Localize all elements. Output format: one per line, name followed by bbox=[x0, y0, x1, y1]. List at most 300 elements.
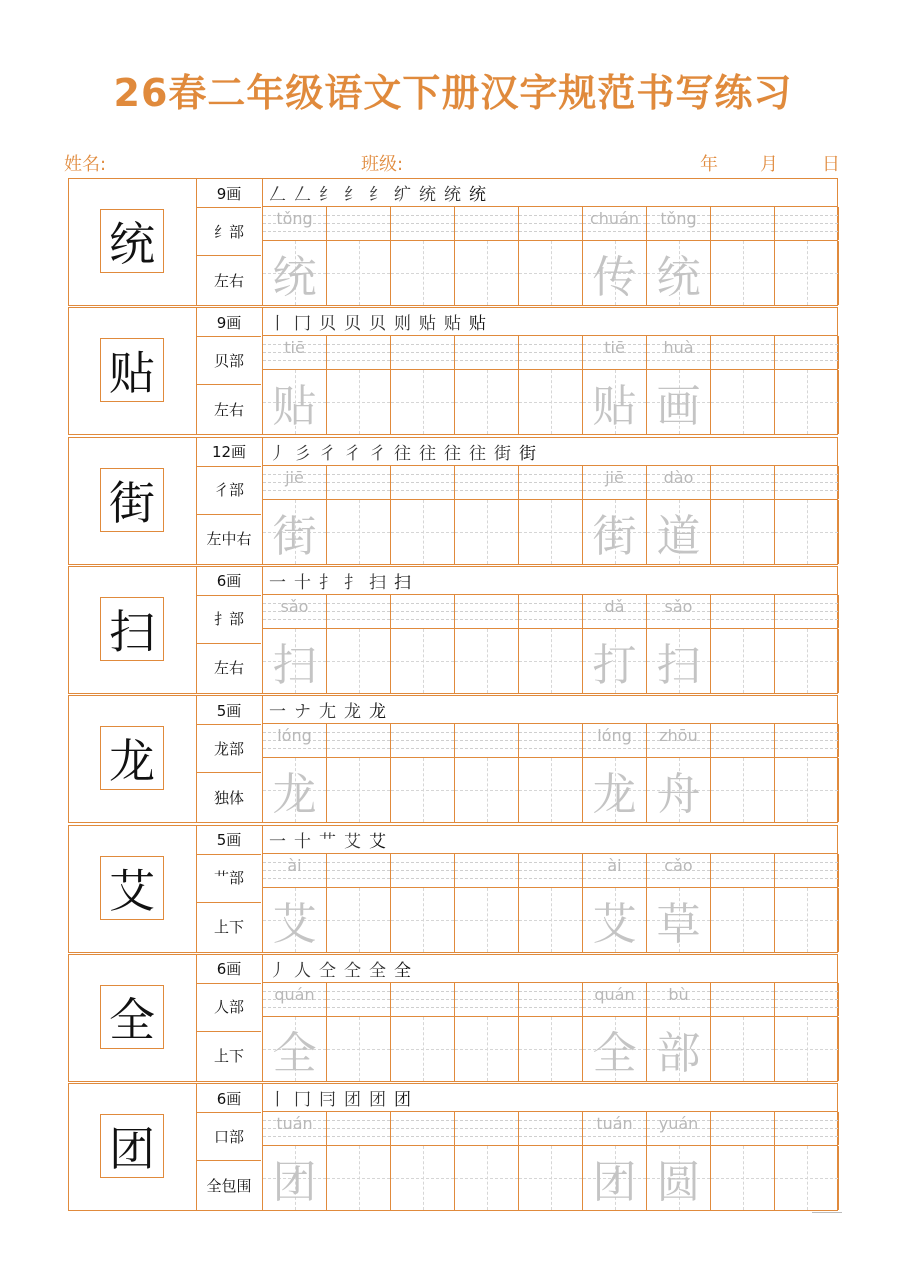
pinyin-cell[interactable] bbox=[775, 1112, 839, 1145]
radical: 彳部 bbox=[197, 466, 261, 515]
structure: 左右 bbox=[213, 659, 244, 678]
pinyin-cell[interactable] bbox=[391, 983, 455, 1016]
pinyin-cell[interactable] bbox=[647, 595, 711, 628]
trace-char: 贴 bbox=[272, 381, 317, 433]
page-title: 26春二年级语文下册汉字规范书写练习 bbox=[113, 71, 793, 115]
pinyin-cell[interactable] bbox=[775, 466, 839, 499]
practice-area bbox=[263, 179, 837, 305]
pinyin-text: tǒng bbox=[276, 209, 313, 228]
writing-cell[interactable] bbox=[647, 500, 711, 564]
writing-cell[interactable] bbox=[327, 500, 391, 564]
pinyin-cell[interactable] bbox=[647, 1112, 711, 1145]
pinyin-cell[interactable] bbox=[519, 854, 583, 887]
pinyin-cell[interactable] bbox=[263, 854, 327, 887]
pinyin-cell[interactable] bbox=[647, 724, 711, 757]
pinyin-text: zhōu bbox=[659, 726, 698, 746]
pinyin-row bbox=[263, 595, 837, 629]
stroke-step: 全 bbox=[394, 960, 411, 981]
year-label: 年 bbox=[700, 154, 718, 175]
model-char: 龙 bbox=[100, 726, 164, 790]
pinyin-cell[interactable] bbox=[263, 336, 327, 369]
pinyin-cell[interactable] bbox=[263, 207, 327, 240]
stroke-count: 9画 bbox=[197, 179, 261, 208]
pinyin-text: lóng bbox=[597, 726, 632, 746]
writing-cell[interactable] bbox=[263, 888, 327, 952]
stroke-step: ナ bbox=[294, 702, 311, 723]
stroke-count: 5画 bbox=[197, 696, 261, 725]
writing-cell[interactable] bbox=[455, 1146, 519, 1210]
trace-char: 团 bbox=[272, 1157, 317, 1209]
model-char: 扫 bbox=[100, 597, 164, 661]
pinyin-cell[interactable] bbox=[711, 466, 775, 499]
writing-cell[interactable] bbox=[455, 1017, 519, 1081]
stroke-step: 尢 bbox=[319, 702, 336, 723]
char-info bbox=[197, 1084, 263, 1210]
pinyin-text: sǎo bbox=[280, 596, 309, 616]
model-char: 艾 bbox=[100, 856, 164, 920]
writing-cell[interactable] bbox=[647, 241, 711, 305]
char-block bbox=[68, 178, 838, 306]
writing-cell[interactable] bbox=[775, 1146, 839, 1210]
writing-cell[interactable] bbox=[647, 1017, 711, 1081]
writing-cell[interactable] bbox=[583, 500, 647, 564]
pinyin-text: sǎo bbox=[664, 596, 693, 616]
pinyin-cell[interactable] bbox=[263, 724, 327, 757]
writing-cell[interactable] bbox=[775, 241, 839, 305]
model-cell bbox=[69, 567, 197, 693]
stroke-step: 冂 bbox=[294, 1090, 311, 1111]
pinyin-cell[interactable] bbox=[583, 466, 647, 499]
model-cell bbox=[69, 1084, 197, 1210]
writing-cell[interactable] bbox=[519, 888, 583, 952]
practice-area bbox=[263, 696, 837, 822]
pinyin-cell[interactable] bbox=[583, 854, 647, 887]
char-block bbox=[68, 1083, 838, 1211]
month-label: 月 bbox=[760, 154, 778, 175]
trace-char: 打 bbox=[592, 639, 637, 691]
pinyin-cell[interactable] bbox=[711, 983, 775, 1016]
pinyin-cell[interactable] bbox=[775, 207, 839, 240]
pinyin-cell[interactable] bbox=[327, 983, 391, 1016]
practice-area bbox=[263, 438, 837, 564]
writing-cell[interactable] bbox=[711, 888, 775, 952]
pinyin-cell[interactable] bbox=[263, 983, 327, 1016]
trace-char: 贴 bbox=[592, 381, 637, 433]
practice-area bbox=[263, 567, 837, 693]
pinyin-cell[interactable] bbox=[583, 1112, 647, 1145]
page-mark bbox=[812, 1212, 842, 1213]
pinyin-cell[interactable] bbox=[775, 595, 839, 628]
writing-cell[interactable] bbox=[583, 241, 647, 305]
practice-area bbox=[263, 1084, 837, 1210]
pinyin-cell[interactable] bbox=[455, 1112, 519, 1145]
writing-cell[interactable] bbox=[455, 241, 519, 305]
writing-cell[interactable] bbox=[519, 1146, 583, 1210]
stroke-step: 冂 bbox=[294, 314, 311, 335]
pinyin-text: ài bbox=[287, 855, 302, 875]
stroke-step: 扫 bbox=[369, 572, 386, 593]
pinyin-cell[interactable] bbox=[775, 854, 839, 887]
stroke-step: 仝 bbox=[319, 960, 336, 981]
writing-cell[interactable] bbox=[647, 888, 711, 952]
char-info bbox=[197, 826, 263, 952]
writing-cell[interactable] bbox=[263, 500, 327, 564]
trace-char: 草 bbox=[656, 898, 701, 950]
writing-cell[interactable] bbox=[263, 1146, 327, 1210]
char-info bbox=[197, 438, 263, 564]
stroke-step: 丿 bbox=[269, 443, 286, 464]
pinyin-cell[interactable] bbox=[327, 1112, 391, 1145]
char-info bbox=[197, 308, 263, 434]
pinyin-row bbox=[263, 336, 837, 370]
model-cell bbox=[69, 826, 197, 952]
char-info bbox=[197, 955, 263, 1081]
pinyin-row bbox=[263, 466, 837, 500]
pinyin-cell[interactable] bbox=[711, 336, 775, 369]
char-block bbox=[68, 437, 838, 565]
stroke-step: 冃 bbox=[319, 1090, 336, 1111]
writing-cell[interactable] bbox=[455, 888, 519, 952]
stroke-step: 扌 bbox=[319, 572, 336, 593]
pinyin-cell[interactable] bbox=[455, 207, 519, 240]
pinyin-text: tuán bbox=[276, 1114, 313, 1134]
writing-cell[interactable] bbox=[775, 888, 839, 952]
writing-cell[interactable] bbox=[455, 758, 519, 822]
stroke-order bbox=[263, 1084, 837, 1112]
writing-cell[interactable] bbox=[327, 370, 391, 434]
pinyin-cell[interactable] bbox=[775, 724, 839, 757]
stroke-step: 艹 bbox=[319, 831, 336, 852]
writing-cell[interactable] bbox=[455, 629, 519, 693]
model-char: 街 bbox=[100, 468, 164, 532]
writing-cell[interactable] bbox=[327, 241, 391, 305]
writing-cell[interactable] bbox=[327, 1017, 391, 1081]
writing-cell[interactable] bbox=[647, 758, 711, 822]
writing-cell[interactable] bbox=[327, 1146, 391, 1210]
pinyin-cell[interactable] bbox=[519, 336, 583, 369]
pinyin-cell[interactable] bbox=[519, 595, 583, 628]
pinyin-cell[interactable] bbox=[519, 724, 583, 757]
pinyin-cell[interactable] bbox=[711, 1112, 775, 1145]
stroke-order bbox=[263, 696, 837, 724]
stroke-step: 一 bbox=[269, 702, 286, 723]
radical: 龙部 bbox=[197, 724, 261, 773]
writing-cell[interactable] bbox=[519, 1017, 583, 1081]
writing-cell[interactable] bbox=[583, 1146, 647, 1210]
stroke-step: 彡 bbox=[294, 443, 311, 464]
pinyin-cell[interactable] bbox=[519, 466, 583, 499]
writing-cell[interactable] bbox=[263, 1017, 327, 1081]
char-block bbox=[68, 825, 838, 953]
writing-cell[interactable] bbox=[391, 370, 455, 434]
pinyin-cell[interactable] bbox=[455, 854, 519, 887]
writing-cell[interactable] bbox=[327, 629, 391, 693]
pinyin-text: jiē bbox=[605, 467, 624, 487]
writing-cell[interactable] bbox=[263, 241, 327, 305]
char-block bbox=[68, 566, 838, 694]
pinyin-cell[interactable] bbox=[711, 854, 775, 887]
trace-char: 圆 bbox=[656, 1157, 701, 1209]
trace-char: 艾 bbox=[272, 898, 317, 950]
pinyin-cell[interactable] bbox=[263, 466, 327, 499]
stroke-step: 艾 bbox=[369, 831, 386, 852]
writing-row bbox=[263, 241, 837, 305]
pinyin-cell[interactable] bbox=[775, 983, 839, 1016]
char-info bbox=[197, 696, 263, 822]
stroke-step: 贝 bbox=[319, 314, 336, 335]
writing-cell[interactable] bbox=[711, 241, 775, 305]
writing-cell[interactable] bbox=[775, 758, 839, 822]
char-block bbox=[68, 695, 838, 823]
pinyin-text: tuán bbox=[596, 1114, 633, 1134]
trace-char: 街 bbox=[592, 510, 637, 562]
pinyin-cell[interactable] bbox=[391, 595, 455, 628]
writing-cell[interactable] bbox=[519, 629, 583, 693]
writing-cell[interactable] bbox=[775, 629, 839, 693]
pinyin-text: yuán bbox=[658, 1114, 699, 1134]
writing-cell[interactable] bbox=[647, 370, 711, 434]
pinyin-cell[interactable] bbox=[519, 983, 583, 1016]
stroke-step: 丨 bbox=[269, 1090, 286, 1111]
stroke-step: 则 bbox=[394, 314, 411, 335]
pinyin-cell[interactable] bbox=[647, 207, 711, 240]
pinyin-cell[interactable] bbox=[327, 207, 391, 240]
writing-row bbox=[263, 1146, 837, 1210]
writing-cell[interactable] bbox=[391, 241, 455, 305]
trace-char: 龙 bbox=[272, 769, 317, 821]
stroke-order bbox=[263, 308, 837, 336]
model-char: 统 bbox=[100, 209, 164, 273]
writing-row bbox=[263, 629, 837, 693]
pinyin-text: tǒng bbox=[660, 209, 697, 228]
pinyin-cell[interactable] bbox=[455, 724, 519, 757]
trace-char: 扫 bbox=[656, 639, 701, 691]
writing-cell[interactable] bbox=[391, 629, 455, 693]
writing-cell[interactable] bbox=[519, 500, 583, 564]
writing-cell[interactable] bbox=[775, 500, 839, 564]
stroke-step: 艾 bbox=[344, 831, 361, 852]
pinyin-cell[interactable] bbox=[391, 724, 455, 757]
structure: 上下 bbox=[213, 1047, 244, 1066]
writing-cell[interactable] bbox=[519, 241, 583, 305]
writing-cell[interactable] bbox=[647, 629, 711, 693]
stroke-count: 6画 bbox=[197, 1084, 261, 1113]
pinyin-cell[interactable] bbox=[263, 1112, 327, 1145]
stroke-step: 往 bbox=[469, 443, 486, 464]
pinyin-cell[interactable] bbox=[391, 336, 455, 369]
stroke-step: 扫 bbox=[394, 572, 411, 593]
writing-cell[interactable] bbox=[711, 629, 775, 693]
pinyin-row bbox=[263, 1112, 837, 1146]
stroke-step: 往 bbox=[394, 443, 411, 464]
writing-cell[interactable] bbox=[391, 1146, 455, 1210]
stroke-count: 6画 bbox=[197, 567, 261, 596]
stroke-step: 纟 bbox=[319, 185, 336, 205]
pinyin-cell[interactable] bbox=[775, 336, 839, 369]
pinyin-cell[interactable] bbox=[647, 854, 711, 887]
pinyin-cell[interactable] bbox=[519, 1112, 583, 1145]
trace-char: 画 bbox=[656, 381, 701, 433]
stroke-step: 龙 bbox=[369, 702, 386, 723]
practice-area bbox=[263, 826, 837, 952]
pinyin-text: chuán bbox=[589, 209, 640, 228]
pinyin-row bbox=[263, 724, 837, 758]
trace-char: 道 bbox=[656, 510, 701, 562]
pinyin-row bbox=[263, 207, 837, 241]
stroke-step: 统 bbox=[444, 185, 461, 205]
pinyin-text: tiē bbox=[604, 338, 625, 358]
writing-cell[interactable] bbox=[583, 888, 647, 952]
pinyin-cell[interactable] bbox=[647, 336, 711, 369]
pinyin-row bbox=[263, 854, 837, 888]
pinyin-cell[interactable] bbox=[391, 466, 455, 499]
writing-cell[interactable] bbox=[711, 1017, 775, 1081]
pinyin-cell[interactable] bbox=[711, 207, 775, 240]
writing-cell[interactable] bbox=[391, 1017, 455, 1081]
pinyin-text: quán bbox=[594, 984, 635, 1004]
stroke-step: 纟 bbox=[369, 185, 386, 205]
model-cell bbox=[69, 955, 197, 1081]
stroke-step: 人 bbox=[294, 960, 311, 981]
pinyin-text: quán bbox=[274, 984, 315, 1004]
trace-char: 艾 bbox=[592, 898, 637, 950]
trace-char: 统 bbox=[656, 252, 701, 303]
writing-cell[interactable] bbox=[263, 758, 327, 822]
writing-cell[interactable] bbox=[583, 370, 647, 434]
stroke-step: 龙 bbox=[344, 702, 361, 723]
pinyin-cell[interactable] bbox=[647, 466, 711, 499]
pinyin-text: ài bbox=[607, 855, 622, 875]
pinyin-cell[interactable] bbox=[327, 466, 391, 499]
char-block bbox=[68, 954, 838, 1082]
writing-cell[interactable] bbox=[583, 758, 647, 822]
trace-char: 团 bbox=[592, 1157, 637, 1209]
pinyin-cell[interactable] bbox=[583, 207, 647, 240]
char-block bbox=[68, 307, 838, 435]
writing-cell[interactable] bbox=[391, 888, 455, 952]
pinyin-cell[interactable] bbox=[455, 466, 519, 499]
pinyin-cell[interactable] bbox=[455, 595, 519, 628]
writing-cell[interactable] bbox=[455, 370, 519, 434]
pinyin-text: jiē bbox=[285, 467, 304, 487]
stroke-step: 𠃋 bbox=[269, 185, 286, 205]
writing-row bbox=[263, 758, 837, 822]
stroke-step: 贝 bbox=[369, 314, 386, 335]
trace-char: 街 bbox=[272, 510, 317, 562]
pinyin-cell[interactable] bbox=[583, 595, 647, 628]
stroke-step: 扌 bbox=[344, 572, 361, 593]
stroke-step: 街 bbox=[519, 443, 536, 464]
writing-row bbox=[263, 370, 837, 434]
pinyin-cell[interactable] bbox=[647, 983, 711, 1016]
writing-cell[interactable] bbox=[647, 1146, 711, 1210]
pinyin-text: huà bbox=[663, 338, 694, 358]
stroke-step: 统 bbox=[469, 185, 486, 205]
name-label: 姓名: bbox=[64, 154, 107, 175]
writing-cell[interactable] bbox=[711, 758, 775, 822]
stroke-step: 街 bbox=[494, 443, 511, 464]
pinyin-cell[interactable] bbox=[263, 595, 327, 628]
trace-char: 龙 bbox=[592, 769, 637, 821]
writing-cell[interactable] bbox=[583, 1017, 647, 1081]
pinyin-cell[interactable] bbox=[391, 207, 455, 240]
radical: 扌部 bbox=[197, 595, 261, 644]
stroke-step: 团 bbox=[394, 1090, 411, 1111]
pinyin-cell[interactable] bbox=[327, 724, 391, 757]
stroke-count: 6画 bbox=[197, 955, 261, 984]
trace-char: 传 bbox=[592, 252, 637, 303]
structure: 左中右 bbox=[206, 530, 252, 549]
writing-cell[interactable] bbox=[327, 888, 391, 952]
structure: 独体 bbox=[213, 788, 244, 807]
model-cell bbox=[69, 179, 197, 305]
trace-char: 统 bbox=[272, 252, 317, 303]
pinyin-cell[interactable] bbox=[455, 983, 519, 1016]
stroke-step: 贴 bbox=[444, 314, 461, 335]
writing-cell[interactable] bbox=[711, 500, 775, 564]
stroke-order bbox=[263, 955, 837, 983]
pinyin-row bbox=[263, 983, 837, 1017]
pinyin-cell[interactable] bbox=[327, 595, 391, 628]
pinyin-cell[interactable] bbox=[327, 336, 391, 369]
pinyin-text: cǎo bbox=[664, 855, 693, 875]
stroke-step: 丿 bbox=[269, 960, 286, 981]
model-cell bbox=[69, 696, 197, 822]
stroke-order bbox=[263, 438, 837, 466]
writing-cell[interactable] bbox=[711, 1146, 775, 1210]
writing-cell[interactable] bbox=[711, 370, 775, 434]
writing-cell[interactable] bbox=[455, 500, 519, 564]
radical: 纟部 bbox=[197, 207, 261, 256]
stroke-step: 贴 bbox=[419, 314, 436, 335]
pinyin-text: tiē bbox=[284, 338, 305, 358]
writing-cell[interactable] bbox=[263, 370, 327, 434]
writing-cell[interactable] bbox=[583, 629, 647, 693]
trace-char: 全 bbox=[592, 1027, 637, 1079]
pinyin-cell[interactable] bbox=[583, 724, 647, 757]
char-info bbox=[197, 179, 263, 305]
stroke-count: 9画 bbox=[197, 308, 261, 337]
writing-cell[interactable] bbox=[391, 500, 455, 564]
writing-cell[interactable] bbox=[775, 370, 839, 434]
pinyin-text: lóng bbox=[277, 726, 312, 746]
pinyin-cell[interactable] bbox=[327, 854, 391, 887]
stroke-step: 仝 bbox=[344, 960, 361, 981]
stroke-order bbox=[263, 179, 837, 207]
writing-cell[interactable] bbox=[391, 758, 455, 822]
writing-cell[interactable] bbox=[263, 629, 327, 693]
pinyin-cell[interactable] bbox=[711, 724, 775, 757]
stroke-count: 5画 bbox=[197, 826, 261, 855]
writing-cell[interactable] bbox=[519, 758, 583, 822]
stroke-step: 丨 bbox=[269, 314, 286, 335]
model-char: 全 bbox=[100, 985, 164, 1049]
pinyin-cell[interactable] bbox=[391, 1112, 455, 1145]
trace-char: 部 bbox=[656, 1027, 701, 1079]
model-char: 贴 bbox=[100, 338, 164, 402]
stroke-step: 团 bbox=[369, 1090, 386, 1111]
pinyin-cell[interactable] bbox=[583, 336, 647, 369]
writing-cell[interactable] bbox=[775, 1017, 839, 1081]
writing-cell[interactable] bbox=[327, 758, 391, 822]
pinyin-cell[interactable] bbox=[455, 336, 519, 369]
pinyin-cell[interactable] bbox=[711, 595, 775, 628]
pinyin-cell[interactable] bbox=[519, 207, 583, 240]
structure: 全包围 bbox=[206, 1176, 252, 1195]
writing-cell[interactable] bbox=[519, 370, 583, 434]
pinyin-cell[interactable] bbox=[583, 983, 647, 1016]
pinyin-cell[interactable] bbox=[391, 854, 455, 887]
